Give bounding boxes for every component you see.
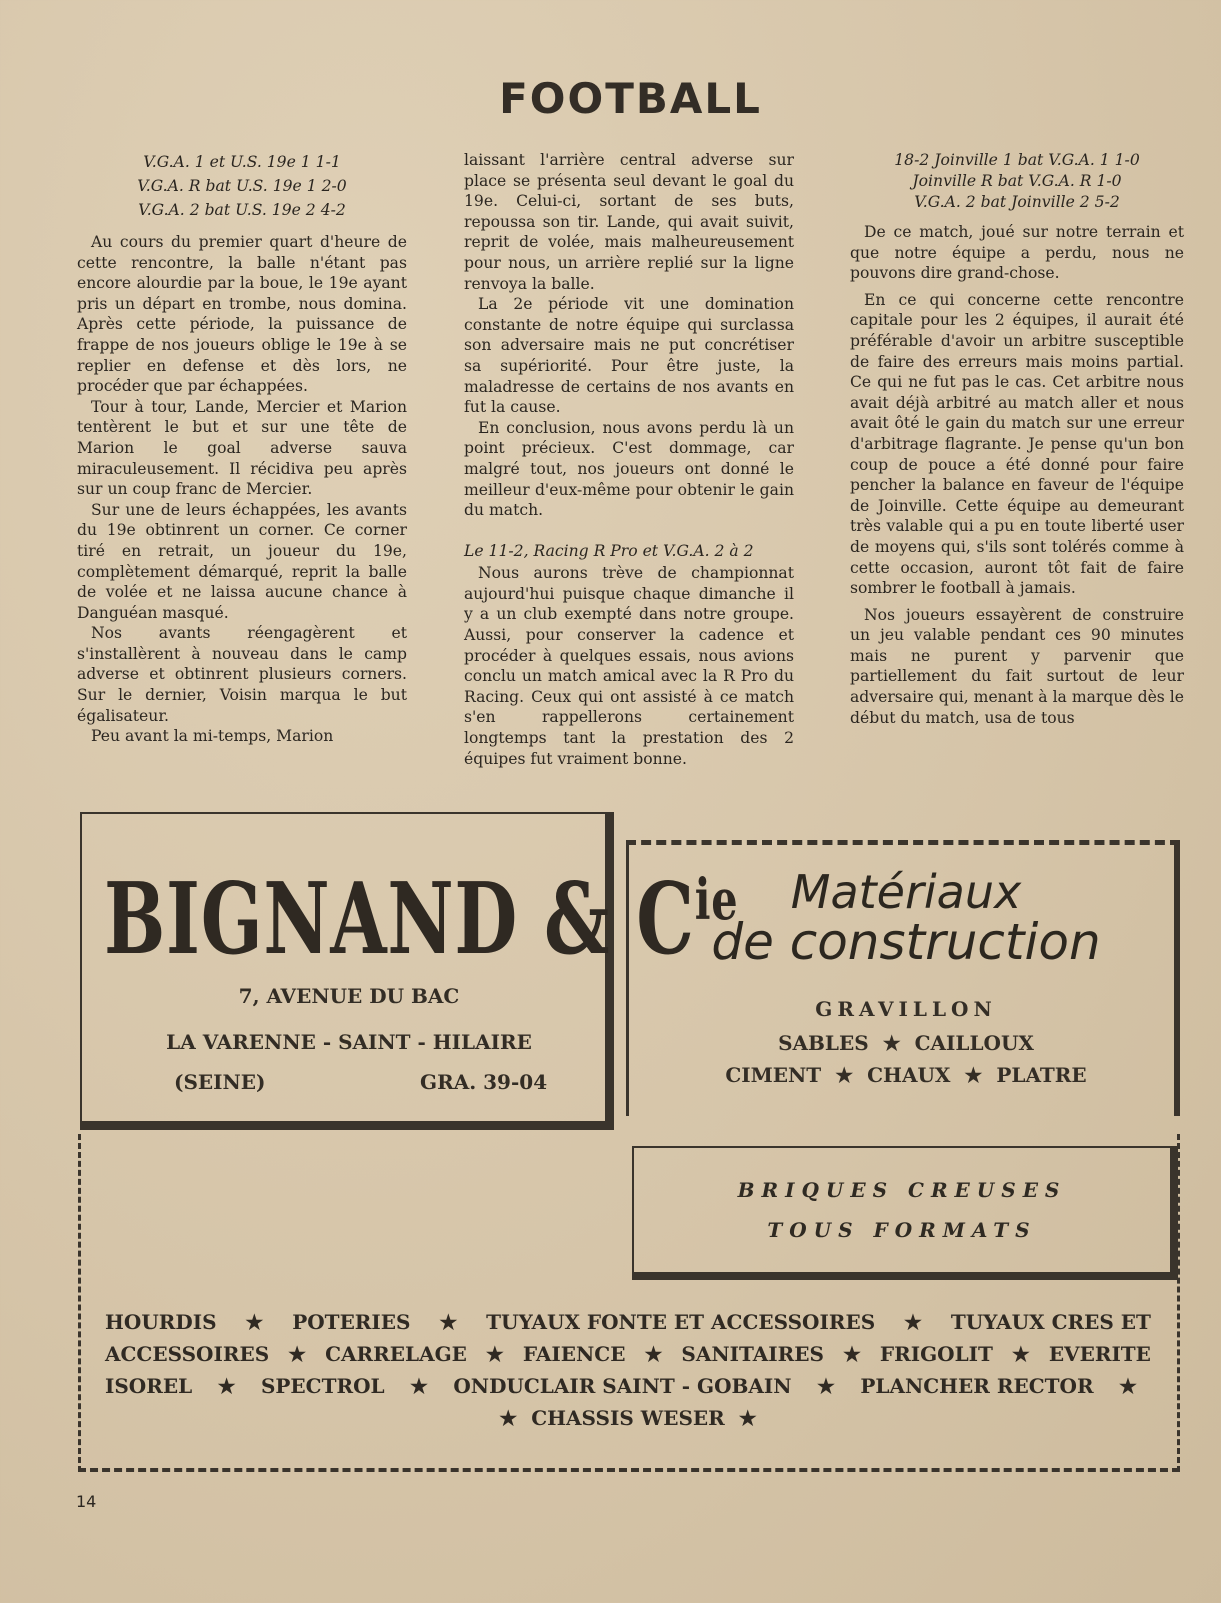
result-line: V.G.A. 2 bat Joinville 2 5-2 bbox=[914, 193, 1120, 211]
materials-line: GRAVILLON bbox=[815, 997, 997, 1021]
bricks-line: BRIQUES CREUSES bbox=[737, 1178, 1067, 1202]
paragraph: En ce qui concerne cette rencontre capitale pour les 2 équipes, il aurait été préférable d'avoir un arbitre susceptible de faire des erreurs mais moins partial. Ce qui ne fut pas le cas. Cet arbitre nous avait déjà arbitré au match aller et nous avait ôté le gain du match sur une erreur d'arbitrage flagrante. Je pense qu'un bon coup de pouce a été donné pour faire pencher la balance en faveur de l'équipe de Joinville. Cette équipe au demeurant très valable qui a pu en toute liberté user de moyens qui, s'ils sont tolérés comme à cette occasion, auront tôt fait de faire sombrer le football à jamais. bbox=[850, 290, 1184, 598]
materials-line bbox=[629, 1031, 1183, 1055]
bricks-line: TOUS FORMATS bbox=[767, 1218, 1037, 1242]
star-icon: ★ bbox=[644, 1342, 663, 1366]
paragraph: Au cours du premier quart d'heure de cette rencontre, la balle n'étant pas encore alourdie par la boue, le 19e ayant pris un départ en trombe, nous domina. Après cette période, la puissance de frappe de nos joueurs oblige le 19e à se replier en defense et dès lors, ne procéder que par échappées. bbox=[77, 233, 407, 396]
material-item: PLATRE bbox=[996, 1063, 1087, 1087]
column-left bbox=[77, 150, 407, 747]
product-item: ONDUCLAIR SAINT - GOBAIN bbox=[453, 1374, 792, 1398]
materials-box bbox=[626, 840, 1180, 1116]
products-row bbox=[105, 1306, 1151, 1338]
star-icon: ★ bbox=[439, 1310, 458, 1334]
results-block bbox=[77, 150, 407, 222]
material-item: CHAUX bbox=[867, 1063, 951, 1087]
star-icon: ★ bbox=[882, 1031, 901, 1055]
star-icon: ★ bbox=[245, 1310, 264, 1334]
star-icon: ★ bbox=[835, 1063, 854, 1087]
result-line: 18-2 Joinville 1 bat V.G.A. 1 1-0 bbox=[894, 151, 1140, 169]
address-street: 7, AVENUE DU BAC bbox=[238, 984, 460, 1008]
address-town: LA VARENNE - SAINT - HILAIRE bbox=[166, 1030, 532, 1054]
star-icon: ★ bbox=[410, 1374, 428, 1398]
product-item: CHASSIS WESER bbox=[531, 1406, 725, 1430]
star-icon: ★ bbox=[842, 1342, 861, 1366]
result-line: V.G.A. 1 et U.S. 19e 1 1-1 bbox=[143, 153, 341, 171]
products-row bbox=[105, 1338, 1151, 1370]
product-item: SPECTROL bbox=[260, 1374, 385, 1398]
paragraph: laissant l'arrière central adverse sur place se présenta seul devant le goal du 19e. Celui-ci, sortant de ses buts, repoussa son tir. Lande, qui avait suivit, reprit de volée, mais malheureusement pour nous, un arrière replié sur la ligne renvoya la balle. bbox=[464, 151, 794, 293]
paragraph: Nos joueurs essayèrent de construire un jeu valable pendant ces 90 minutes mais ne purent y parvenir que partiellement du fait surtout de leur adversaire qui, menant à la marque dès le début du match, usa de tous bbox=[850, 605, 1184, 727]
star-icon: ★ bbox=[904, 1310, 922, 1334]
result-line: V.G.A. R bat U.S. 19e 1 2-0 bbox=[137, 177, 347, 195]
product-item: ISOREL bbox=[105, 1374, 193, 1398]
address-region: (SEINE) bbox=[174, 1070, 266, 1094]
page-number: 14 bbox=[76, 1492, 97, 1511]
product-item: TUYAUX FONTE ET ACCESSOIRES bbox=[486, 1310, 876, 1334]
materials-heading: de construction bbox=[711, 913, 1101, 971]
material-item: CAILLOUX bbox=[914, 1031, 1034, 1055]
product-item: EVERITE bbox=[1048, 1342, 1151, 1366]
star-icon: ★ bbox=[816, 1374, 835, 1398]
paragraph: Tour à tour, Lande, Mercier et Marion tentèrent le but et sur une tête de Marion le goal adverse sauva miraculeusement. Il récidiva peu après sur un coup franc de Mercier. bbox=[77, 397, 407, 499]
product-item: PLANCHER RECTOR bbox=[860, 1374, 1094, 1398]
page-title: FOOTBALL bbox=[499, 74, 762, 123]
results-block bbox=[850, 150, 1184, 213]
product-item: POTERIES bbox=[292, 1310, 411, 1334]
paragraph: De ce match, joué sur notre terrain et que notre équipe a perdu, nous ne pouvons dire grand-chose. bbox=[850, 223, 1184, 283]
column-middle bbox=[464, 150, 794, 769]
result-line: Joinville R bat V.G.A. R 1-0 bbox=[912, 172, 1122, 190]
company-box bbox=[80, 812, 739, 1130]
product-item: TUYAUX CRES ET bbox=[950, 1310, 1151, 1334]
paragraph: Sur une de leurs échappées, les avants du 19e obtinrent un corner. Ce corner tiré en retrait, un joueur du 19e, complètement démarqué, reprit la balle de volée et ne laissa aucune chance à Danguéan masqué. bbox=[77, 500, 407, 622]
bricks-box bbox=[632, 1146, 1178, 1280]
product-item: ACCESSOIRES bbox=[105, 1342, 270, 1366]
star-icon: ★ bbox=[1011, 1342, 1030, 1366]
paragraph: En conclusion, nous avons perdu là un point précieux. C'est dommage, car malgré tout, nos joueurs ont donné le meilleur d'eux-même pour obtenir le gain du match. bbox=[464, 418, 794, 520]
star-icon: ★ bbox=[288, 1342, 307, 1366]
column-right bbox=[850, 150, 1184, 728]
star-icon: ★ bbox=[485, 1342, 504, 1366]
products-row bbox=[105, 1402, 1151, 1434]
star-icon: ★ bbox=[1119, 1374, 1137, 1398]
products-list bbox=[105, 1306, 1151, 1434]
company-name-text: BIGNAND & C bbox=[104, 862, 695, 977]
star-icon: ★ bbox=[499, 1406, 518, 1430]
paragraph: Peu avant la mi-temps, Marion bbox=[91, 727, 334, 746]
section-subheading: Le 11-2, Racing R Pro et V.G.A. 2 à 2 bbox=[464, 541, 754, 560]
product-item: FAIENCE bbox=[522, 1342, 626, 1366]
paragraph: Nous aurons trève de championnat aujourd'hui puisque chaque dimanche il y a un club exempté dans notre groupe. Aussi, pour conserver la cadence et procéder à quelques essais, nous avions conclu un match amical avec la R Pro du Racing. Ceux qui ont assisté à ce match s'en rappellerons certainement longtemps tant la prestation des 2 équipes fut vraiment bonne. bbox=[464, 564, 794, 768]
product-item: FRIGOLIT bbox=[879, 1342, 993, 1366]
paragraph: Nos avants réengagèrent et s'installèrent à nouveau dans le camp adverse et obtinrent plusieurs corners. Sur le dernier, Voisin marqua le but égalisateur. bbox=[77, 624, 407, 725]
star-icon: ★ bbox=[738, 1406, 757, 1430]
paragraph: La 2e période vit une domination constante de notre équipe qui surclassa son adversaire mais ne put concrétiser sa supériorité. Pour être juste, la maladresse de certains de nos avants en fut la cause. bbox=[464, 295, 794, 417]
products-row bbox=[105, 1370, 1151, 1402]
star-icon: ★ bbox=[217, 1374, 236, 1398]
material-item: CIMENT bbox=[725, 1063, 822, 1087]
result-line: V.G.A. 2 bat U.S. 19e 2 4-2 bbox=[138, 201, 346, 219]
phone-number: GRA. 39-04 bbox=[420, 1070, 548, 1094]
product-item: CARRELAGE bbox=[325, 1342, 467, 1366]
materials-heading: Matériaux bbox=[790, 865, 1022, 919]
material-item: SABLES bbox=[778, 1031, 869, 1055]
product-item: HOURDIS bbox=[105, 1310, 217, 1334]
product-item: SANITAIRES bbox=[681, 1342, 824, 1366]
materials-line bbox=[629, 1063, 1183, 1087]
star-icon: ★ bbox=[964, 1063, 983, 1087]
company-name-sup: ie bbox=[694, 867, 739, 933]
